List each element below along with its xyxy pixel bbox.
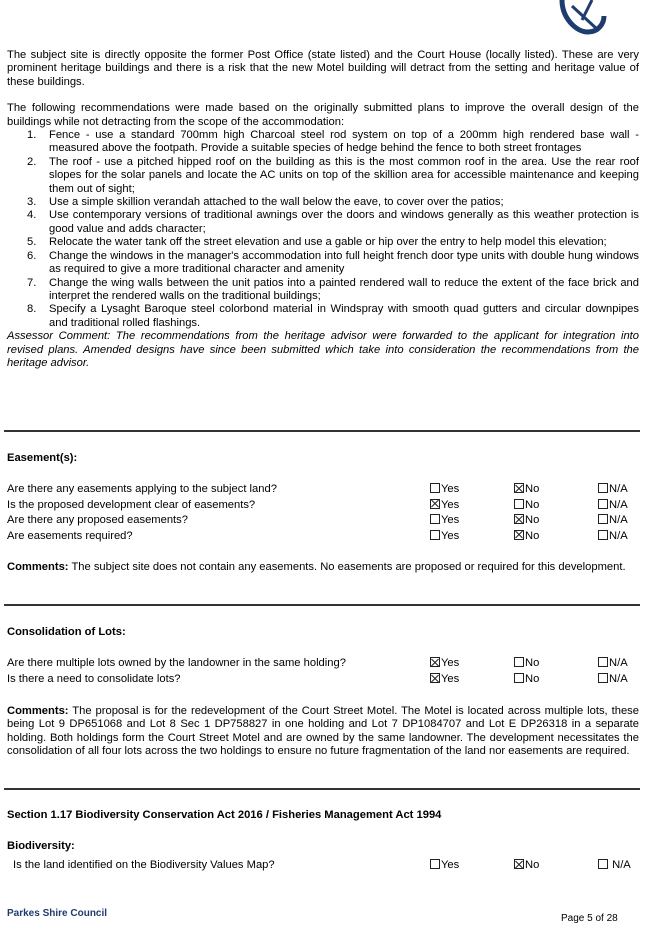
recommendation-item: [7, 156, 639, 196]
checked-box-icon[interactable]: [514, 530, 524, 540]
na-label: N/A: [609, 673, 628, 685]
yes-option[interactable]: [430, 499, 459, 511]
recommendation-item: [7, 303, 639, 330]
yes-option[interactable]: [430, 657, 459, 669]
yes-label: Yes: [441, 498, 460, 511]
recommendation-number: 3.: [27, 196, 37, 209]
no-label: No: [525, 498, 540, 511]
recommendation-item: [7, 236, 639, 249]
checkbox-icon[interactable]: [598, 483, 608, 493]
assessor-comment: Assessor Comment: The recommendations from the heritage advisor were forwarded to the applicant for integration into revised plans. Amended designs have since been submitted which take into consideration the recommendations from the heritage advisor.: [7, 330, 639, 369]
yes-label: Yes: [441, 859, 460, 871]
checkbox-icon[interactable]: [598, 859, 608, 869]
comments-text: The proposal is for the redevelopment of the Court Street Motel. The Motel is located across multiple lots, these being Lot 9 DP651068 and Lot 8 Sec 1 DP758827 in one holding and Lot 7 DP1084707 and Lot E DP26318 in a separate holding. Both holdings form the Court Street Motel and are owned by the same landowner. The development necessitates the consolidation of all four lots across the two holdings to ensure no future fragmentation of the land nor easements are required.: [7, 705, 639, 758]
yes-label: Yes: [441, 657, 460, 669]
recommendation-item: [7, 129, 639, 156]
recommendation-text: Change the wing walls between the unit patios into a painted rendered wall to reduce the extent of the face brick and interpret the rendered walls on the traditional buildings;: [49, 276, 639, 302]
recommendation-number: 8.: [27, 303, 37, 316]
recommendation-number: 4.: [27, 209, 37, 222]
question-row: [7, 483, 639, 498]
na-option[interactable]: [598, 514, 628, 526]
comments-label: Comments:: [7, 561, 69, 573]
na-label: N/A: [609, 657, 628, 669]
no-option[interactable]: [514, 530, 539, 542]
yes-label: Yes: [441, 514, 460, 526]
recommendation-item: [7, 209, 639, 236]
na-option[interactable]: [598, 499, 628, 511]
no-option[interactable]: [514, 514, 539, 526]
question-text: Are there any proposed easements?: [7, 514, 188, 526]
divider: [4, 604, 640, 606]
consolidation-heading: Consolidation of Lots:: [7, 626, 126, 638]
na-option[interactable]: [598, 530, 628, 542]
checked-box-icon[interactable]: [514, 483, 524, 493]
heritage-paragraph: The subject site is directly opposite the former Post Office (state listed) and the Court House (locally listed). These are very prominent heritage buildings and there is a risk that the new Motel building will detract from the setting and heritage value of these buildings.: [7, 49, 639, 88]
yes-option[interactable]: [430, 673, 459, 685]
no-label: No: [525, 673, 540, 685]
council-logo-icon: [558, 0, 608, 36]
na-label: N/A: [609, 529, 628, 542]
question-text: Is the proposed development clear of easements?: [7, 498, 256, 511]
na-label: N/A: [609, 498, 628, 511]
checkbox-icon[interactable]: [514, 499, 524, 509]
no-label: No: [525, 483, 540, 495]
yes-label: Yes: [441, 673, 460, 685]
question-text: Is there a need to consolidate lots?: [7, 673, 181, 685]
checkbox-icon[interactable]: [430, 514, 440, 524]
recommendations-intro: The following recommendations were made based on the originally submitted plans to improve the overall design of the buildings while not detracting from the scope of the accommodation:: [7, 102, 639, 128]
checkbox-icon[interactable]: [514, 673, 524, 683]
na-label: N/A: [609, 483, 628, 495]
easements-comments: [7, 561, 639, 574]
recommendation-text: Fence - use a standard 700mm high Charcoal steel rod system on top of a 200mm high rendered base wall - measured above the footpath. Provide a suitable species of hedge behind the fence to both street frontages: [49, 129, 639, 155]
na-option[interactable]: [598, 483, 628, 495]
recommendation-text: Change the windows in the manager's accommodation into full height french door type units with double hung windows as required to give a more traditional character and amenity: [49, 249, 639, 276]
recommendation-text: Use contemporary versions of traditional awnings over the doors and windows generally as this weather protection is good value and adds character;: [49, 209, 639, 235]
recommendation-item: [7, 277, 639, 304]
checkbox-icon[interactable]: [514, 657, 524, 667]
na-label: N/A: [609, 514, 628, 526]
no-option[interactable]: [514, 657, 539, 669]
checkbox-icon[interactable]: [598, 530, 608, 540]
yes-label: Yes: [441, 529, 460, 542]
recommendation-text: Use a simple skillion verandah attached to the wall below the eave, to cover over the patios;: [49, 196, 504, 209]
recommendation-item: [7, 250, 639, 277]
question-text: Are there multiple lots owned by the landowner in the same holding?: [7, 657, 346, 669]
recommendation-number: 5.: [27, 236, 37, 249]
recommendation-number: 7.: [27, 276, 37, 289]
question-row: [7, 859, 639, 874]
question-text: Are there any easements applying to the subject land?: [7, 483, 277, 495]
recommendation-number: 1.: [27, 129, 37, 142]
checked-box-icon[interactable]: [430, 673, 440, 683]
recommendation-text: The roof - use a pitched hipped roof on the building as this is the most common roof in the area. Use the rear roof slopes for the solar panels and locate the AC units on top of the skillion area for accessible maintenance and keeping them out of sight;: [49, 155, 639, 195]
checked-box-icon[interactable]: [430, 499, 440, 509]
no-label: No: [525, 514, 540, 526]
recommendation-text: Specify a Lysaght Baroque steel colorbond material in Windspray with smooth quad gutters and circular downpipes and traditional rolled flashings.: [49, 303, 639, 329]
no-label: No: [525, 859, 540, 871]
recommendations-list: [7, 129, 639, 330]
recommendation-item: [7, 196, 639, 209]
yes-label: Yes: [441, 483, 460, 495]
checkbox-icon[interactable]: [598, 499, 608, 509]
recommendation-number: 2.: [27, 155, 37, 168]
checkbox-icon[interactable]: [598, 514, 608, 524]
divider: [4, 788, 640, 790]
section-117-heading: Section 1.17 Biodiversity Conservation Act 2016 / Fisheries Management Act 1994: [7, 809, 442, 821]
question-row: [7, 673, 639, 688]
intro-section: [7, 49, 639, 370]
no-option[interactable]: [514, 499, 539, 511]
yes-option[interactable]: [430, 514, 459, 526]
recommendation-text: Relocate the water tank off the street elevation and use a gable or hip over the entry to help model this elevation;: [49, 236, 607, 249]
checked-box-icon[interactable]: [514, 859, 524, 869]
no-label: No: [525, 657, 540, 669]
checked-box-icon[interactable]: [514, 514, 524, 524]
question-text: Are easements required?: [7, 529, 133, 542]
checked-box-icon[interactable]: [430, 657, 440, 667]
comments-text: The subject site does not contain any easements. No easements are proposed or required for this development.: [68, 561, 626, 573]
yes-option[interactable]: [430, 859, 459, 871]
checkbox-icon[interactable]: [598, 673, 608, 683]
question-row: [7, 657, 639, 672]
na-option[interactable]: [598, 859, 631, 871]
no-option[interactable]: [514, 859, 539, 871]
na-label: N/A: [609, 859, 631, 871]
comments-label: Comments:: [7, 705, 69, 717]
yes-option[interactable]: [430, 483, 459, 495]
checkbox-icon[interactable]: [598, 657, 608, 667]
checkbox-icon[interactable]: [430, 859, 440, 869]
question-row: [7, 514, 639, 529]
checkbox-icon[interactable]: [430, 530, 440, 540]
no-option[interactable]: [514, 673, 539, 685]
question-row: [7, 530, 639, 545]
easements-heading: Easement(s):: [7, 452, 78, 464]
no-option[interactable]: [514, 483, 539, 495]
no-label: No: [525, 529, 540, 542]
na-option[interactable]: [598, 657, 628, 669]
consolidation-comments: [7, 705, 639, 759]
recommendation-number: 6.: [27, 249, 37, 262]
question-row: [7, 499, 639, 514]
yes-option[interactable]: [430, 530, 459, 542]
question-text: Is the land identified on the Biodiversity Values Map?: [13, 859, 275, 871]
na-option[interactable]: [598, 673, 628, 685]
council-name: Parkes Shire Council: [7, 908, 108, 919]
checkbox-icon[interactable]: [430, 483, 440, 493]
biodiversity-heading: Biodiversity:: [7, 840, 75, 852]
page-number: Page 5 of 28: [561, 913, 618, 924]
divider: [4, 430, 640, 432]
